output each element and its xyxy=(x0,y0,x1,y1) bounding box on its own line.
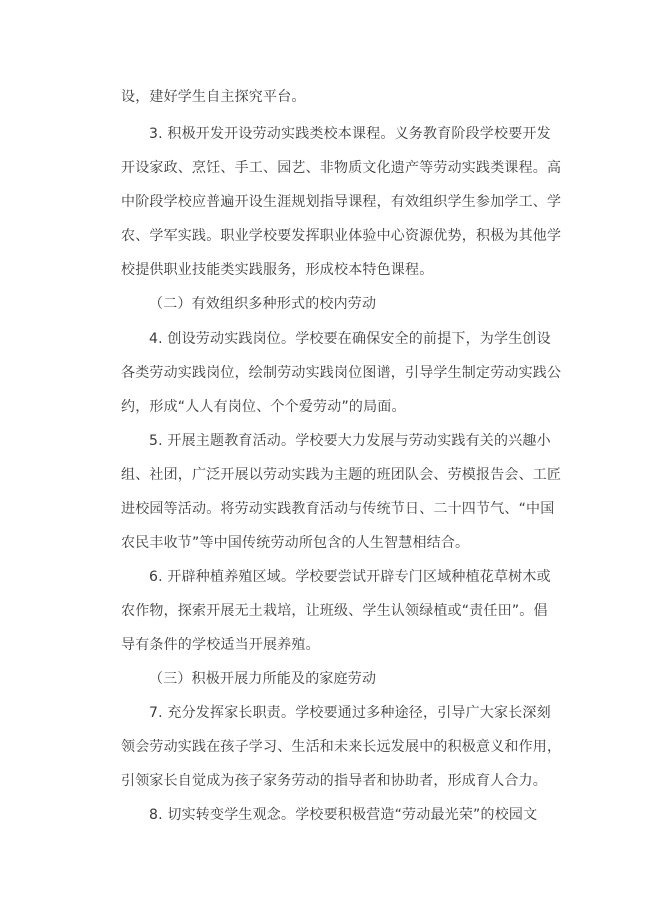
body-line: 引领家长自觉成为孩子家务劳动的指导者和协助者，形成育人合力。 xyxy=(121,773,547,789)
body-line: 设，建好学生自主探究平台。 xyxy=(121,89,306,105)
paragraph-3-heading-line: 3. 积极开发开设劳动实践类校本课程。义务教育阶段学校要开发 xyxy=(149,126,551,142)
paragraph-8-heading-line: 8. 切实转变学生观念。学校要积极营造“劳动最光荣”的校园文 xyxy=(149,807,538,823)
body-line: 农、学军实践。职业学校要发挥职业体验中心资源优势，积极为其他学 xyxy=(121,228,562,244)
paragraph-6-heading-line: 6. 开辟种植养殖区域。学校要尝试开辟专门区域种植花草树木或 xyxy=(149,569,551,585)
body-line: 进校园等活动。将劳动实践教育活动与传统节日、二十四节气、“中国 xyxy=(121,501,555,517)
body-line: 导有条件的学校适当开展养殖。 xyxy=(121,637,320,653)
paragraph-7-heading-line: 7. 充分发挥家长职责。学校要通过多种途径，引导广大家长深刻 xyxy=(149,705,551,721)
body-line: 约，形成“人人有岗位、个个爱劳动”的局面。 xyxy=(121,399,406,415)
body-line: 校提供职业技能类实践服务，形成校本特色课程。 xyxy=(121,262,434,278)
paragraph-5-heading-line: 5. 开展主题教育活动。学校要大力发展与劳动实践有关的兴趣小 xyxy=(149,433,551,449)
body-line: 领会劳动实践在孩子学习、生活和未来长远发展中的积极意义和作用， xyxy=(121,739,562,755)
section-heading-3: （三）积极开展力所能及的家庭劳动 xyxy=(149,671,377,687)
body-line: 开设家政、烹饪、手工、园艺、非物质文化遗产等劳动实践类课程。高 xyxy=(121,160,562,176)
section-heading-2: （二）有效组织多种形式的校内劳动 xyxy=(149,296,377,312)
body-line: 各类劳动实践岗位，绘制劳动实践岗位图谱，引导学生制定劳动实践公 xyxy=(121,365,562,381)
body-line: 农民丰收节”等中国传统劳动所包含的人生智慧相结合。 xyxy=(121,535,470,551)
body-line: 中阶段学校应普遍开设生涯规划指导课程，有效组织学生参加学工、学 xyxy=(121,194,562,210)
paragraph-4-heading-line: 4. 创设劳动实践岗位。学校要在确保安全的前提下，为学生创设 xyxy=(149,331,551,347)
body-line: 农作物，探索开展无土栽培，让班级、学生认领绿植或“责任田”。倡 xyxy=(121,603,548,619)
body-line: 组、社团，广泛开展以劳动实践为主题的班团队会、劳模报告会、工匠 xyxy=(121,467,562,483)
